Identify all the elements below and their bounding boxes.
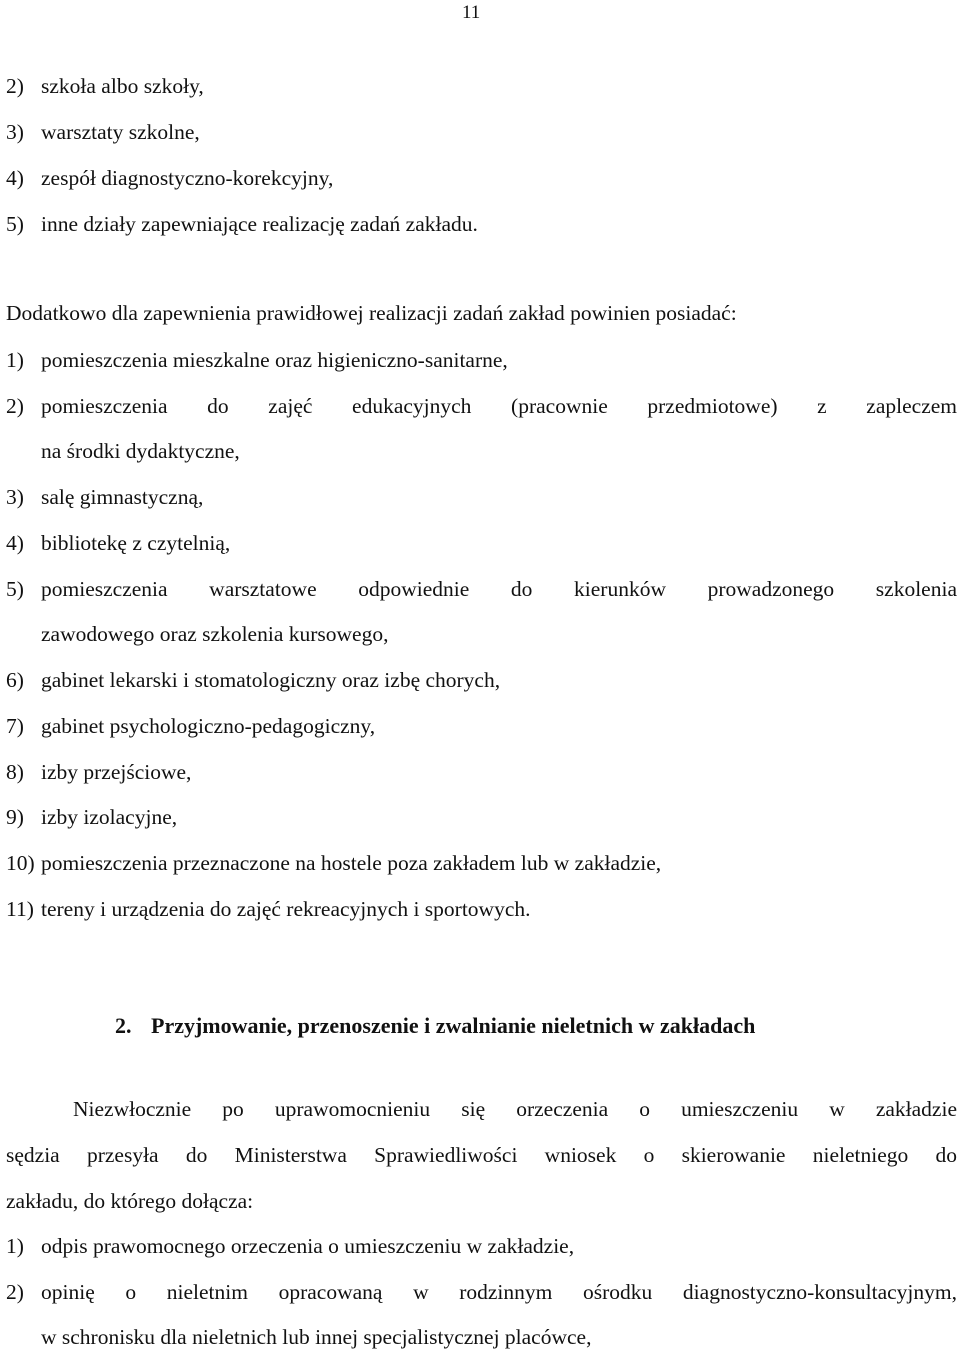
- list-item: [6, 1282, 957, 1304]
- list-text: warsztaty szkolne,: [41, 120, 200, 144]
- list-item: [6, 716, 375, 738]
- page-number: 11: [462, 2, 481, 23]
- list-item: [6, 76, 204, 98]
- list-number: 4): [6, 531, 24, 555]
- section-heading: [115, 1013, 755, 1039]
- list-text: salę gimnastyczną,: [41, 485, 204, 509]
- section-title: Przyjmowanie, przenoszenie i zwalnianie nieletnich w zakładach: [151, 1013, 756, 1038]
- list-text: pomieszczenia przeznaczone na hostele poza zakładem lub w zakładzie,: [41, 851, 662, 875]
- list-item: [6, 350, 508, 372]
- list-item: [6, 122, 200, 144]
- list-number: 4): [6, 166, 24, 190]
- list-item: [6, 487, 203, 509]
- paragraph-line: sędzia przesyła do Ministerstwa Sprawiedliwości wniosek o skierowanie nieletniego do: [6, 1143, 957, 1167]
- list-text: opinię o nieletnim opracowaną w rodzinnym ośrodku diagnostyczno-konsultacyjnym,: [41, 1280, 957, 1304]
- list-text: bibliotekę z czytelnią,: [41, 531, 231, 555]
- list-text: gabinet psychologiczno-pedagogiczny,: [41, 714, 376, 738]
- list-number: 10): [6, 851, 35, 875]
- list-number: 5): [6, 577, 24, 601]
- list-item: [6, 670, 500, 692]
- list-number: 2): [6, 74, 24, 98]
- list-text: izby przejściowe,: [41, 760, 192, 784]
- list-number: 6): [6, 668, 24, 692]
- list-number: 1): [6, 1234, 24, 1258]
- section-number: 2.: [115, 1013, 132, 1038]
- list-text: tereny i urządzenia do zajęć rekreacyjnych i sportowych.: [41, 897, 531, 921]
- list-text: pomieszczenia mieszkalne oraz higieniczno-sanitarne,: [41, 348, 508, 372]
- list-text: pomieszczenia do zajęć edukacyjnych (pracownie przedmiotowe) z zapleczem: [41, 394, 957, 418]
- list-number: 5): [6, 212, 24, 236]
- list-text: zespół diagnostyczno-korekcyjny,: [41, 166, 334, 190]
- list-text: inne działy zapewniające realizację zadań zakładu.: [41, 212, 478, 236]
- list-item: [6, 168, 333, 190]
- list-item: [6, 533, 230, 555]
- list-item: [6, 807, 177, 829]
- list-item: [6, 1236, 574, 1258]
- list-item-continuation: w schronisku dla nieletnich lub innej specjalistycznej placówce,: [41, 1325, 592, 1349]
- intro-text: Dodatkowo dla zapewnienia prawidłowej realizacji zadań zakład powinien posiadać:: [6, 301, 737, 325]
- paragraph-line: Niezwłocznie po uprawomocnieniu się orzeczenia o umieszczeniu w zakładzie: [73, 1097, 957, 1121]
- list-text: pomieszczenia warsztatowe odpowiednie do kierunków prowadzonego szkolenia: [41, 577, 957, 601]
- list-number: 7): [6, 714, 24, 738]
- list-item-continuation: na środki dydaktyczne,: [41, 439, 240, 463]
- list-number: 1): [6, 348, 24, 372]
- list-item: [6, 214, 478, 236]
- list-text: gabinet lekarski i stomatologiczny oraz izbę chorych,: [41, 668, 501, 692]
- list-item: [6, 396, 957, 418]
- list-text: szkoła albo szkoły,: [41, 74, 204, 98]
- paragraph-line: zakładu, do którego dołącza:: [6, 1189, 254, 1213]
- list-text: odpis prawomocnego orzeczenia o umieszczeniu w zakładzie,: [41, 1234, 575, 1258]
- list-number: 3): [6, 120, 24, 144]
- list-item: [6, 853, 661, 875]
- list-item-continuation: zawodowego oraz szkolenia kursowego,: [41, 622, 389, 646]
- list-text: izby izolacyjne,: [41, 805, 178, 829]
- list-item: [6, 762, 191, 784]
- list-number: 2): [6, 394, 24, 418]
- list-number: 11): [6, 897, 34, 921]
- list-number: 9): [6, 805, 24, 829]
- list-number: 8): [6, 760, 24, 784]
- list-item: [6, 899, 530, 921]
- list-number: 3): [6, 485, 24, 509]
- list-item: [6, 579, 957, 601]
- list-number: 2): [6, 1280, 24, 1304]
